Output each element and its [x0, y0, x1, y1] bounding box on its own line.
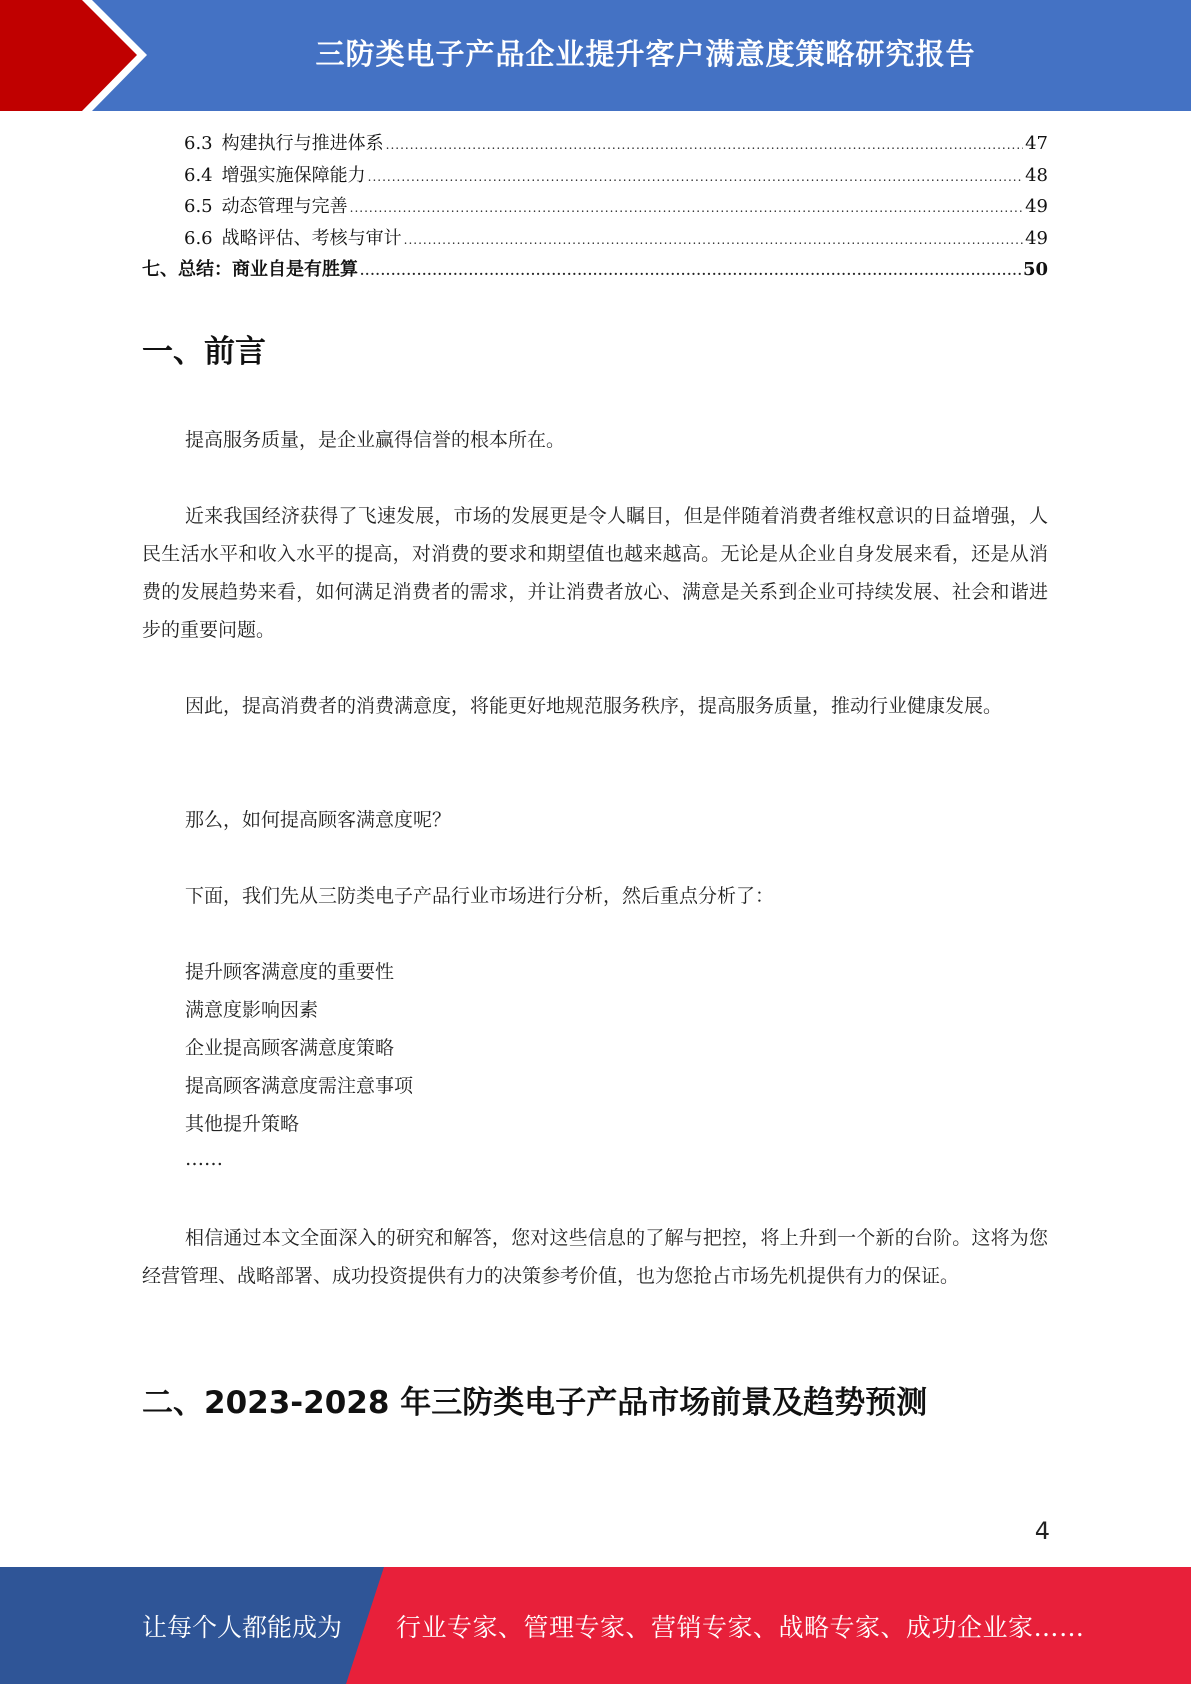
toc-entry-6-5[interactable]	[142, 191, 1048, 223]
footer-slogan-right: 行业专家、管理专家、营销专家、战略专家、成功企业家……	[396, 1612, 1085, 1642]
paragraph: 因此，提高消费者的消费满意度，将能更好地规范服务秩序，提高服务质量，推动行业健康发展。	[185, 695, 1003, 717]
page-footer	[0, 1567, 1191, 1684]
toc-entry-label: 增强实施保障能力	[221, 164, 366, 186]
toc-leader-dots	[360, 256, 1021, 288]
paragraph: 提高服务质量，是企业赢得信誉的根本所在。	[185, 429, 566, 451]
paragraph: 下面，我们先从三防类电子产品行业市场进行分析，然后重点分析了：	[185, 885, 775, 907]
toc-leader-dots	[350, 193, 1023, 225]
toc-entry-chapter-7[interactable]	[142, 254, 1048, 286]
page-number: 4	[1034, 1517, 1050, 1545]
header-title: 三防类电子产品企业提升客户满意度策略研究报告	[315, 36, 976, 71]
toc-entry-page: 50	[1022, 259, 1048, 280]
list-item: 企业提高顾客满意度策略	[185, 1037, 395, 1059]
list-item: 提高顾客满意度需注意事项	[185, 1075, 414, 1097]
toc-entry-number: 6.3	[184, 133, 213, 154]
toc-leader-dots	[386, 130, 1023, 162]
toc-entry-6-6[interactable]	[142, 223, 1048, 255]
table-of-contents	[142, 128, 1048, 286]
toc-entry-label: 动态管理与完善	[221, 196, 348, 217]
toc-entry-label: 七、总结：商业自是有胜算	[142, 259, 358, 280]
toc-entry-label: 构建执行与推进体系	[221, 133, 384, 154]
list-item: 提升顾客满意度的重要性	[185, 961, 395, 983]
toc-entry-page: 49	[1025, 227, 1048, 249]
paragraph: 那么，如何提高顾客满意度呢？	[185, 809, 452, 831]
toc-entry-6-4[interactable]	[142, 160, 1048, 192]
toc-entry-page: 49	[1025, 196, 1048, 217]
toc-leader-dots	[368, 162, 1023, 194]
list-item: 其他提升策略	[185, 1113, 300, 1135]
section-heading-forecast: 二、2023-2028 年三防类电子产品市场前景及趋势预测	[142, 1385, 928, 1421]
list-item: 满意度影响因素	[185, 999, 319, 1021]
toc-leader-dots	[404, 225, 1023, 257]
section-heading-preface: 一、前言	[142, 334, 266, 370]
footer-slogan-left: 让每个人都能成为	[142, 1612, 343, 1642]
paragraph: 相信通过本文全面深入的研究和解答，您对这些信息的了解与把控，将上升到一个新的台阶。这将为您经营管理、战略部署、成功投资提供有力的决策参考价值，也为您抢占市场先机提供有力的保证。	[142, 1227, 1048, 1287]
toc-entry-number: 6.5	[184, 196, 213, 217]
toc-entry-6-3[interactable]	[142, 128, 1048, 160]
toc-entry-page: 48	[1025, 164, 1048, 186]
toc-entry-number: 6.6	[184, 227, 213, 249]
toc-entry-page: 47	[1025, 133, 1048, 154]
toc-entry-label: 战略评估、考核与审计	[221, 227, 402, 249]
paragraph: 近来我国经济获得了飞速发展，市场的发展更是令人瞩目，但是伴随着消费者维权意识的日益增强，人民生活水平和收入水平的提高，对消费的要求和期望值也越来越高。无论是从企业自身发展来看，还是从消费的发展趋势来看，如何满足消费者的需求，并让消费者放心、满意是关系到企业可持续发展、社会和谐进步的重要问题。	[142, 505, 1048, 641]
toc-entry-number: 6.4	[184, 164, 213, 186]
list-item: ……	[185, 1148, 223, 1170]
page-header	[0, 0, 1191, 111]
